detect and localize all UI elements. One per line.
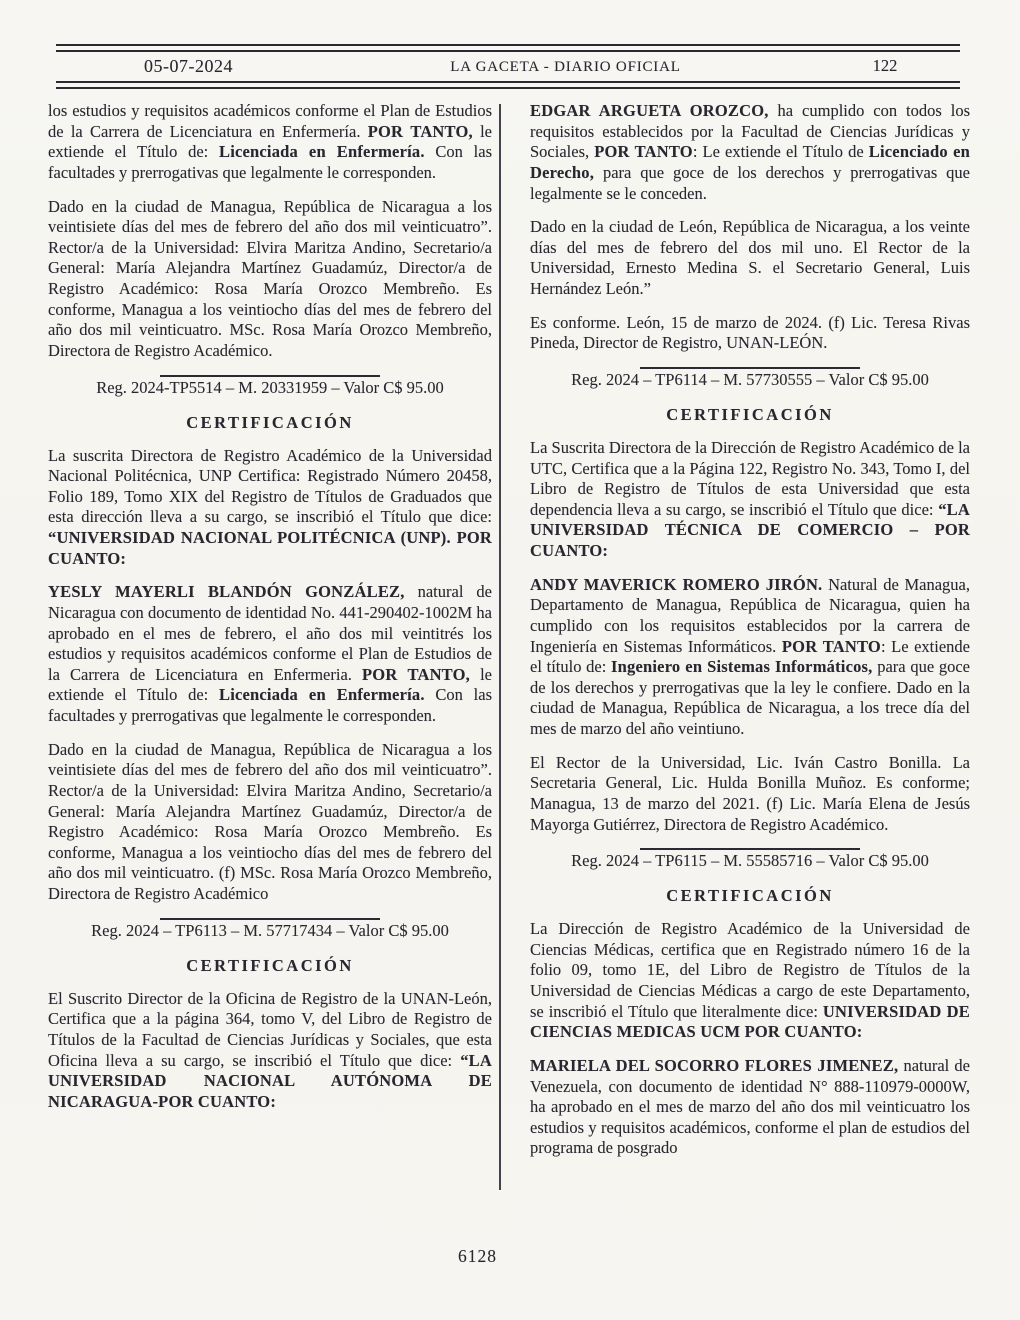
section-heading: CERTIFICACIÓN — [186, 412, 354, 432]
bold-text-run: UNIVERSIDAD DE CIENCIAS MEDICAS UCM POR CUANTO: — [530, 1001, 970, 1042]
separator-rule — [640, 848, 860, 850]
text-run: ha cumplido con todos los requisitos establecidos por la Facultad de Ciencias Jurídicas y Sociales, — [530, 101, 971, 162]
text-run: Con las facultades y prerrogativas que legalmente le corresponden. — [48, 142, 492, 182]
bold-text-run: “UNIVERSIDAD NACIONAL POLITÉCNICA (UNP). POR CUANTO: — [48, 528, 492, 568]
paragraph — [530, 575, 970, 740]
header-rule-top — [56, 44, 960, 52]
paragraph — [48, 740, 492, 905]
text-run: Dado en la ciudad de León, República de Nicaragua, a los veinte días del mes de febrero del dos mil uno. El Rector de la Universidad, Ernesto Medina S. el Secretario General, Luis Hernández León.” — [530, 217, 970, 298]
text-run: La Dirección de Registro Académico de la Universidad de Ciencias Médicas, certifica que en Registrado número 16 de la folio 09, tomo 1E, del Libro de Registro de Títulos de la Universidad de Ciencias Médicas a cargo de este Departamento, se inscribió el Título que literalmente dice: — [530, 919, 970, 1021]
header-rule-bottom — [56, 81, 960, 89]
paragraph — [530, 313, 970, 354]
bold-text-run: POR TANTO — [594, 142, 693, 162]
text-run: La Suscrita Directora de la Dirección de Registro Académico de la UTC, Certifica que a la Página 122, Registro No. 343, Tomo I, del Libro de Registro de Títulos de esta Universidad que esta dependencia lleva a su cargo, se inscribió el Título que dice: — [530, 437, 970, 519]
paragraph — [48, 989, 492, 1113]
text-run: natural de Venezuela, con documento de identidad N° 888-110979-0000W, ha aprobado en el mes de marzo del año dos mil veinticuatro los estudios y requisitos académicos, conforme el plan de estudios del programa de posgrado — [530, 1055, 970, 1158]
bold-text-run: POR TANTO, — [362, 664, 470, 684]
registration-line — [48, 918, 492, 941]
bold-text-run: Licenciada en Enfermería. — [218, 685, 425, 705]
bold-text-run: “LA UNIVERSIDAD TÉCNICA DE COMERCIO – POR CUANTO: — [530, 499, 970, 560]
left-column — [48, 101, 492, 1172]
bold-text-run: POR TANTO, — [367, 121, 473, 141]
text-run: Dado en la ciudad de Managua, República de Nicaragua a los veintisiete días del mes de febrero del año dos mil veinticuatro”. Rector/a de la Universidad: Elvira Maritza Andino, Secretario/a General: María Alejandra Martínez Guadamúz, Director/a de Registro Académico: Rosa María Orozco Membreño. Es conforme, Managua a los veintiocho días del mes de febrero del año dos mil veinticuatro. MSc. Rosa María Orozco Membreño, Directora de Registro Académico. — [48, 196, 492, 360]
bold-text-run: “LA UNIVERSIDAD NACIONAL AUTÓNOMA DE NICARAGUA-POR CUANTO: — [48, 1050, 492, 1111]
registration-text: Reg. 2024 – TP6113 – M. 57717434 – Valor C$ 95.00 — [91, 920, 449, 940]
folio-number: 6128 — [458, 1246, 497, 1266]
page-number: 122 — [872, 56, 898, 75]
paragraph — [530, 438, 970, 562]
separator-rule — [160, 918, 380, 920]
separator-rule — [640, 367, 860, 369]
text-run: El Rector de la Universidad, Lic. Iván Castro Bonilla. La Secretaria General, Lic. Hulda Bonilla Muñoz. Es conforme; Managua, 13 de marzo del 2021. (f) Lic. María Elena de Jesús Mayorga Gutiérrez, Directora de Registro Académico. — [530, 752, 970, 834]
section-heading: CERTIFICACIÓN — [186, 955, 354, 975]
text-run: : Le extiende el título de: — [530, 636, 970, 677]
paragraph — [530, 217, 970, 300]
separator-rule — [160, 375, 380, 377]
gazette-title: LA GACETA - DIARIO OFICIAL — [450, 59, 681, 75]
bold-text-run: Licenciada en Enfermería. — [218, 142, 425, 162]
text-run: La suscrita Directora de Registro Académico de la Universidad Nacional Politécnica, UNP Certifica: Registrado Número 20458, Folio 189, Tomo XIX del Registro de Títulos de Graduados que esta dirección lleva a su cargo, se inscribió el Título que dice: — [48, 445, 492, 527]
bold-text-run: Licenciado en Derecho, — [530, 142, 970, 182]
registration-line — [530, 367, 970, 390]
bold-text-run: ANDY MAVERICK ROMERO JIRÓN. — [530, 574, 823, 594]
registration-line — [48, 375, 492, 398]
text-run: los estudios y requisitos académicos conforme el Plan de Estudios de la Carrera de Licenciatura en Enfermería. — [48, 101, 492, 141]
registration-text: Reg. 2024 – TP6115 – M. 55585716 – Valor C$ 95.00 — [571, 851, 929, 871]
paragraph — [530, 753, 970, 836]
text-run: Es conforme. León, 15 de marzo de 2024. (f) Lic. Teresa Rivas Pineda, Director de Registro, UNAN-LEÓN. — [530, 312, 970, 353]
text-run: le extiende el Título de: — [48, 121, 492, 162]
text-run: natural de Nicaragua con documento de identidad No. 441-290402-1002M ha aprobado en el mes de febrero, el año dos mil veintitrés los estudios y requisitos académicos conforme el Plan de Estudios de la Carrera de Licenciatura en Enfermeria. — [48, 582, 492, 684]
text-run: Dado en la ciudad de Managua, República de Nicaragua a los veintisiete días del mes de febrero del año dos mil veinticuatro”. Rector/a de la Universidad: Elvira Maritza Andino, Secretario/a General: María Alejandra Martínez Guadamúz, Director/a de Registro Académico: Rosa María Orozco Membreño. Es conforme, Managua a los veintiocho días del mes de febrero del año dos mil veinticuatro. (f) MSc. Rosa María Orozco Membreño, Directora de Registro Académico — [48, 739, 492, 903]
text-run: para que goce de los derechos y prerrogativas que la ley le confiere. Dado en la ciudad de Managua, República de Nicaragua, a los trece día del mes de marzo del año veintiuno. — [530, 657, 970, 738]
text-run: : Le extiende el Título de — [692, 142, 869, 162]
right-column — [530, 101, 970, 1172]
bold-text-run: YESLY MAYERLI BLANDÓN GONZÁLEZ, — [48, 582, 405, 602]
text-run: para que goce de los derechos y prerrogativas que legalmente se le conceden. — [530, 162, 970, 203]
column-divider — [499, 104, 501, 1190]
text-run: El Suscrito Director de la Oficina de Registro de la UNAN-León, Certifica que a la página 364, tomo V, del Libro de Registro de Títulos de la Facultad de Ciencias Jurídicas y Sociales, que esta Oficina lleva a su cargo, se inscribió el Título que dice: — [48, 988, 492, 1070]
registration-line — [530, 848, 970, 871]
issue-date: 05-07-2024 — [144, 56, 233, 76]
paragraph — [48, 101, 492, 184]
registration-text: Reg. 2024-TP5514 – M. 20331959 – Valor C$ 95.00 — [96, 377, 444, 397]
bold-text-run: POR TANTO — [781, 636, 881, 656]
paragraph — [48, 197, 492, 362]
bold-text-run: Ingeniero en Sistemas Informáticos, — [611, 657, 873, 677]
paragraph — [530, 101, 970, 204]
paragraph — [48, 582, 492, 726]
text-run: le extiende el Título de: — [48, 664, 492, 705]
text-run: Natural de Managua, Departamento de Managua, República de Nicaragua, quien ha cumplido con los requisitos establecidos por la carrera de Ingeniería en Sistemas Informáticos. — [530, 574, 970, 656]
page-header — [56, 54, 960, 79]
paragraph — [530, 1056, 970, 1159]
text-run: Con las facultades y prerrogativas que legalmente le corresponden. — [48, 685, 492, 725]
section-heading: CERTIFICACIÓN — [666, 886, 834, 906]
content-columns — [48, 101, 970, 1172]
paragraph — [530, 919, 970, 1043]
bold-text-run: MARIELA DEL SOCORRO FLORES JIMENEZ, — [530, 1055, 899, 1075]
registration-text: Reg. 2024 – TP6114 – M. 57730555 – Valor C$ 95.00 — [571, 369, 929, 389]
bold-text-run: EDGAR ARGUETA OROZCO, — [530, 101, 769, 120]
paragraph — [48, 446, 492, 570]
section-heading: CERTIFICACIÓN — [666, 404, 834, 424]
